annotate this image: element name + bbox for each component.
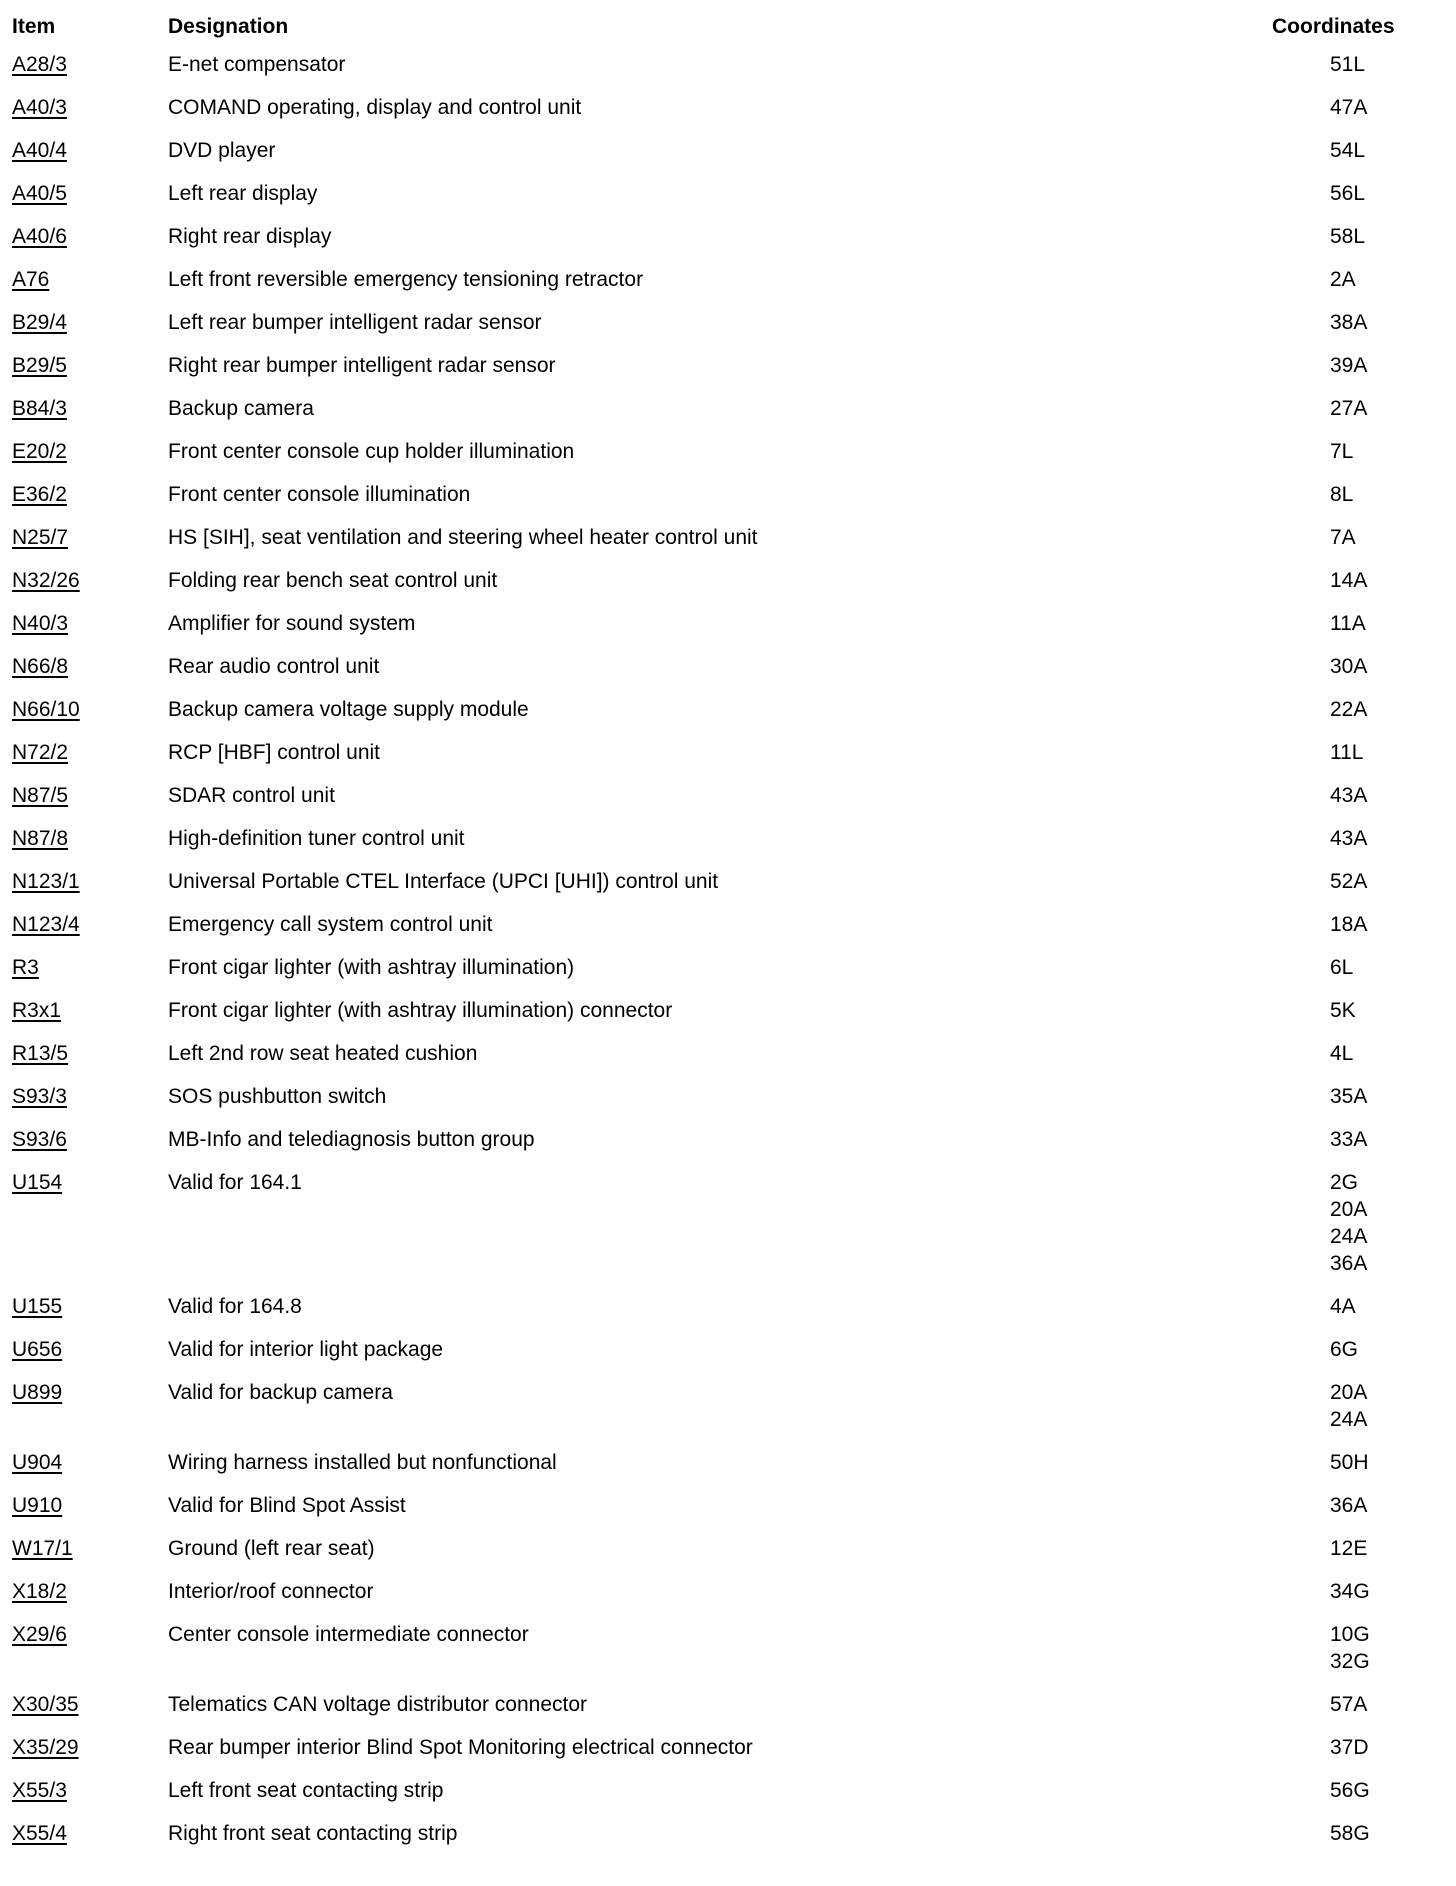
- table-row: [0, 395, 1456, 438]
- table-row: [0, 481, 1456, 524]
- coordinate-value: 51L: [1330, 53, 1366, 76]
- item-link[interactable]: W17/1: [12, 1537, 73, 1560]
- item-cell: [0, 309, 156, 352]
- coordinate-value: 57A: [1330, 1693, 1368, 1716]
- table-row: [0, 911, 1456, 954]
- designation-cell: HS [SIH], seat ventilation and steering wheel heater control unit: [168, 526, 758, 549]
- coordinate-value: 37D: [1330, 1736, 1369, 1759]
- table-row: [0, 1293, 1456, 1336]
- coordinate-value: 4A: [1330, 1295, 1356, 1318]
- coordinate-value: 43A: [1330, 827, 1368, 850]
- table-row: [0, 954, 1456, 997]
- designation-cell: Left rear bumper intelligent radar sensor: [168, 311, 542, 334]
- designation-cell: Folding rear bench seat control unit: [168, 569, 498, 592]
- item-cell: [0, 782, 156, 825]
- table-row: [0, 1820, 1456, 1863]
- designation-cell: Interior/roof connector: [168, 1580, 374, 1603]
- coordinate-value: 5K: [1330, 999, 1356, 1022]
- item-cell: [0, 1492, 156, 1535]
- coordinate-value: 58L: [1330, 225, 1366, 248]
- item-link[interactable]: N87/8: [12, 827, 69, 850]
- coordinate-value: 58G: [1330, 1822, 1370, 1845]
- item-link[interactable]: U904: [12, 1451, 63, 1474]
- designation-cell: DVD player: [168, 139, 276, 162]
- coordinates-cell: [1272, 782, 1456, 825]
- coordinate-value: 11A: [1330, 612, 1366, 635]
- table-row: [0, 1336, 1456, 1379]
- coordinate-value: 52A: [1330, 870, 1368, 893]
- item-cell: [0, 610, 156, 653]
- item-cell: [0, 524, 156, 567]
- table-row: [0, 137, 1456, 180]
- table-row: [0, 739, 1456, 782]
- table-row: [0, 868, 1456, 911]
- coordinate-value: 2G: [1330, 1171, 1359, 1194]
- coordinates-cell: [1272, 1578, 1456, 1621]
- item-link[interactable]: U155: [12, 1295, 63, 1318]
- item-link[interactable]: B29/4: [12, 311, 67, 334]
- item-cell: [0, 911, 156, 954]
- coordinates-cell: [1272, 1734, 1456, 1777]
- coordinate-value: 4L: [1330, 1042, 1354, 1065]
- table-row: [0, 1126, 1456, 1169]
- coordinates-cell: [1272, 352, 1456, 395]
- item-cell: [0, 1126, 156, 1169]
- coordinates-cell: [1272, 1820, 1456, 1863]
- coordinates-cell: [1272, 223, 1456, 266]
- item-link[interactable]: X55/4: [12, 1822, 67, 1845]
- item-cell: [0, 1336, 156, 1379]
- item-link[interactable]: A40/3: [12, 96, 67, 119]
- designation-cell: Amplifier for sound system: [168, 612, 416, 635]
- coordinates-cell: [1272, 1449, 1456, 1492]
- item-cell: [0, 94, 156, 137]
- designation-cell: Front center console illumination: [168, 483, 471, 506]
- table-row: [0, 1083, 1456, 1126]
- item-cell: [0, 1169, 156, 1293]
- coordinates-cell: [1272, 1691, 1456, 1734]
- coordinate-value: 35A: [1330, 1085, 1368, 1108]
- item-link[interactable]: A76: [12, 268, 50, 291]
- table-body: [0, 42, 1456, 1863]
- item-link[interactable]: X18/2: [12, 1580, 67, 1603]
- item-cell: [0, 1691, 156, 1734]
- component-table: [0, 12, 1456, 1863]
- item-link[interactable]: N40/3: [12, 612, 69, 635]
- item-cell: [0, 1083, 156, 1126]
- item-cell: [0, 1621, 156, 1691]
- item-link[interactable]: N123/1: [12, 870, 80, 893]
- designation-cell: Right rear display: [168, 225, 332, 248]
- coordinate-value: 7L: [1330, 440, 1354, 463]
- table-row: [0, 1734, 1456, 1777]
- coordinates-cell: [1272, 1336, 1456, 1379]
- designation-cell: Valid for Blind Spot Assist: [168, 1494, 406, 1517]
- table-row: [0, 1691, 1456, 1734]
- table-row: [0, 1777, 1456, 1820]
- designation-cell: Left front seat contacting strip: [168, 1779, 444, 1802]
- item-cell: [0, 481, 156, 524]
- coordinate-value: 18A: [1330, 913, 1368, 936]
- item-link[interactable]: A40/4: [12, 139, 67, 162]
- item-link[interactable]: R3x1: [12, 999, 62, 1022]
- header-item: Item: [12, 15, 56, 38]
- item-cell: [0, 997, 156, 1040]
- coordinate-value: 22A: [1330, 698, 1368, 721]
- item-cell: [0, 696, 156, 739]
- item-cell: [0, 1578, 156, 1621]
- table-row: [0, 610, 1456, 653]
- item-link[interactable]: E20/2: [12, 440, 67, 463]
- coordinates-cell: [1272, 1535, 1456, 1578]
- table-row: [0, 438, 1456, 481]
- item-cell: [0, 438, 156, 481]
- designation-cell: Left rear display: [168, 182, 318, 205]
- item-link[interactable]: S93/6: [12, 1128, 67, 1151]
- item-link[interactable]: A40/6: [12, 225, 67, 248]
- designation-cell: Valid for 164.1: [168, 1171, 302, 1194]
- coordinate-value: 7A: [1330, 526, 1356, 549]
- item-cell: [0, 395, 156, 438]
- coordinates-cell: [1272, 1083, 1456, 1126]
- item-link[interactable]: U899: [12, 1381, 63, 1404]
- coordinates-cell: [1272, 739, 1456, 782]
- item-link[interactable]: S93/3: [12, 1085, 67, 1108]
- coordinates-cell: [1272, 266, 1456, 309]
- item-link[interactable]: N123/4: [12, 913, 80, 936]
- item-link[interactable]: N72/2: [12, 741, 69, 764]
- coordinate-value: 20A: [1330, 1198, 1368, 1221]
- designation-cell: Ground (left rear seat): [168, 1537, 375, 1560]
- coordinates-cell: [1272, 524, 1456, 567]
- table-row: [0, 309, 1456, 352]
- coordinate-value: 47A: [1330, 96, 1368, 119]
- item-link[interactable]: U910: [12, 1494, 63, 1517]
- coordinate-value: 56L: [1330, 182, 1366, 205]
- table-row: [0, 825, 1456, 868]
- coordinates-cell: [1272, 1169, 1456, 1293]
- coordinates-cell: [1272, 42, 1456, 94]
- coordinates-cell: [1272, 1492, 1456, 1535]
- item-link[interactable]: A40/5: [12, 182, 67, 205]
- item-link[interactable]: E36/2: [12, 483, 67, 506]
- coordinates-cell: [1272, 825, 1456, 868]
- table-row: [0, 1492, 1456, 1535]
- item-link[interactable]: N32/26: [12, 569, 80, 592]
- coordinates-cell: [1272, 911, 1456, 954]
- table-row: [0, 42, 1456, 94]
- coordinates-cell: [1272, 1379, 1456, 1449]
- header-coordinates: Coordinates: [1272, 15, 1395, 38]
- item-link[interactable]: A28/3: [12, 53, 67, 76]
- table-row: [0, 524, 1456, 567]
- coordinates-cell: [1272, 653, 1456, 696]
- item-link[interactable]: N66/8: [12, 655, 69, 678]
- coordinates-cell: [1272, 610, 1456, 653]
- item-cell: [0, 266, 156, 309]
- table-row: [0, 1169, 1456, 1293]
- coordinates-cell: [1272, 1621, 1456, 1691]
- item-cell: [0, 739, 156, 782]
- coordinate-value: 2A: [1330, 268, 1356, 291]
- table-row: [0, 1040, 1456, 1083]
- designation-cell: Universal Portable CTEL Interface (UPCI [UHI]) control unit: [168, 870, 719, 893]
- designation-cell: Valid for 164.8: [168, 1295, 302, 1318]
- item-link[interactable]: B84/3: [12, 397, 67, 420]
- designation-cell: COMAND operating, display and control unit: [168, 96, 582, 119]
- designation-cell: Front cigar lighter (with ashtray illumination) connector: [168, 999, 673, 1022]
- designation-cell: Emergency call system control unit: [168, 913, 493, 936]
- designation-cell: SOS pushbutton switch: [168, 1085, 387, 1108]
- designation-cell: E-net compensator: [168, 53, 346, 76]
- item-cell: [0, 1449, 156, 1492]
- coordinates-cell: [1272, 954, 1456, 997]
- table-row: [0, 782, 1456, 825]
- designation-cell: Right rear bumper intelligent radar sensor: [168, 354, 556, 377]
- item-cell: [0, 653, 156, 696]
- item-cell: [0, 1820, 156, 1863]
- item-cell: [0, 1040, 156, 1083]
- designation-cell: SDAR control unit: [168, 784, 335, 807]
- item-cell: [0, 567, 156, 610]
- coordinates-cell: [1272, 180, 1456, 223]
- item-link[interactable]: U656: [12, 1338, 63, 1361]
- designation-cell: Left front reversible emergency tensioning retractor: [168, 268, 644, 291]
- item-cell: [0, 1734, 156, 1777]
- table-row: [0, 997, 1456, 1040]
- table-row: [0, 180, 1456, 223]
- item-cell: [0, 352, 156, 395]
- coordinate-value: 14A: [1330, 569, 1368, 592]
- coordinates-cell: [1272, 696, 1456, 739]
- coordinate-value: 54L: [1330, 139, 1366, 162]
- designation-cell: Rear bumper interior Blind Spot Monitoring electrical connector: [168, 1736, 753, 1759]
- header-designation: Designation: [168, 15, 289, 38]
- designation-cell: Valid for interior light package: [168, 1338, 444, 1361]
- item-cell: [0, 180, 156, 223]
- designation-cell: Right front seat contacting strip: [168, 1822, 458, 1845]
- item-cell: [0, 137, 156, 180]
- coordinates-cell: [1272, 997, 1456, 1040]
- coordinate-value: 36A: [1330, 1252, 1368, 1275]
- designation-cell: Telematics CAN voltage distributor connector: [168, 1693, 588, 1716]
- coordinate-value: 8L: [1330, 483, 1354, 506]
- coordinates-cell: [1272, 1293, 1456, 1336]
- item-cell: [0, 868, 156, 911]
- table-header-row: [0, 12, 1456, 42]
- item-link[interactable]: X35/29: [12, 1736, 79, 1759]
- designation-cell: Left 2nd row seat heated cushion: [168, 1042, 478, 1065]
- designation-cell: Wiring harness installed but nonfunctional: [168, 1451, 557, 1474]
- coordinates-cell: [1272, 309, 1456, 352]
- item-cell: [0, 1777, 156, 1820]
- coordinate-value: 38A: [1330, 311, 1368, 334]
- coordinate-value: 20A: [1330, 1381, 1368, 1404]
- table-row: [0, 1449, 1456, 1492]
- designation-cell: RCP [HBF] control unit: [168, 741, 381, 764]
- item-link[interactable]: N25/7: [12, 526, 69, 549]
- designation-cell: Valid for backup camera: [168, 1381, 393, 1404]
- coordinate-value: 43A: [1330, 784, 1368, 807]
- table-row: [0, 1578, 1456, 1621]
- coordinates-cell: [1272, 438, 1456, 481]
- table-row: [0, 1535, 1456, 1578]
- coordinate-value: 11L: [1330, 741, 1364, 764]
- table-row: [0, 1379, 1456, 1449]
- coordinates-cell: [1272, 1040, 1456, 1083]
- coordinate-value: 6G: [1330, 1338, 1359, 1361]
- designation-cell: Front center console cup holder illumination: [168, 440, 575, 463]
- designation-cell: Front cigar lighter (with ashtray illumination): [168, 956, 575, 979]
- coordinate-value: 24A: [1330, 1225, 1368, 1248]
- coordinate-value: 34G: [1330, 1580, 1370, 1603]
- coordinate-value: 33A: [1330, 1128, 1368, 1151]
- coordinate-value: 30A: [1330, 655, 1368, 678]
- coordinate-value: 56G: [1330, 1779, 1370, 1802]
- item-cell: [0, 42, 156, 94]
- item-link[interactable]: X55/3: [12, 1779, 67, 1802]
- table-row: [0, 352, 1456, 395]
- coordinates-cell: [1272, 1777, 1456, 1820]
- table-row: [0, 653, 1456, 696]
- coordinates-cell: [1272, 1126, 1456, 1169]
- item-cell: [0, 825, 156, 868]
- item-link[interactable]: U154: [12, 1171, 63, 1194]
- coordinate-value: 32G: [1330, 1650, 1370, 1673]
- table-row: [0, 567, 1456, 610]
- designation-cell: Backup camera voltage supply module: [168, 698, 529, 721]
- item-link[interactable]: X29/6: [12, 1623, 67, 1646]
- table-row: [0, 266, 1456, 309]
- item-link[interactable]: B29/5: [12, 354, 67, 377]
- coordinates-cell: [1272, 481, 1456, 524]
- designation-cell: Center console intermediate connector: [168, 1623, 529, 1646]
- item-link[interactable]: N66/10: [12, 698, 80, 721]
- coordinate-value: 39A: [1330, 354, 1368, 377]
- item-link[interactable]: X30/35: [12, 1693, 79, 1716]
- designation-cell: Rear audio control unit: [168, 655, 380, 678]
- coordinates-cell: [1272, 137, 1456, 180]
- coordinates-cell: [1272, 395, 1456, 438]
- coordinate-value: 27A: [1330, 397, 1368, 420]
- item-cell: [0, 1379, 156, 1449]
- table-row: [0, 94, 1456, 137]
- coordinates-cell: [1272, 567, 1456, 610]
- table-row: [0, 1621, 1456, 1691]
- coordinate-value: 6L: [1330, 956, 1354, 979]
- item-cell: [0, 954, 156, 997]
- item-link[interactable]: R13/5: [12, 1042, 69, 1065]
- coordinates-cell: [1272, 868, 1456, 911]
- item-link[interactable]: R3: [12, 956, 39, 979]
- coordinate-value: 10G: [1330, 1623, 1370, 1646]
- designation-cell: Backup camera: [168, 397, 314, 420]
- item-cell: [0, 1293, 156, 1336]
- coordinate-value: 24A: [1330, 1408, 1368, 1431]
- designation-cell: High-definition tuner control unit: [168, 827, 465, 850]
- designation-cell: MB-Info and telediagnosis button group: [168, 1128, 535, 1151]
- coordinate-value: 50H: [1330, 1451, 1369, 1474]
- item-cell: [0, 223, 156, 266]
- coordinates-cell: [1272, 94, 1456, 137]
- item-cell: [0, 1535, 156, 1578]
- item-link[interactable]: N87/5: [12, 784, 69, 807]
- coordinate-value: 36A: [1330, 1494, 1368, 1517]
- table-row: [0, 696, 1456, 739]
- coordinate-value: 12E: [1330, 1537, 1368, 1560]
- table-row: [0, 223, 1456, 266]
